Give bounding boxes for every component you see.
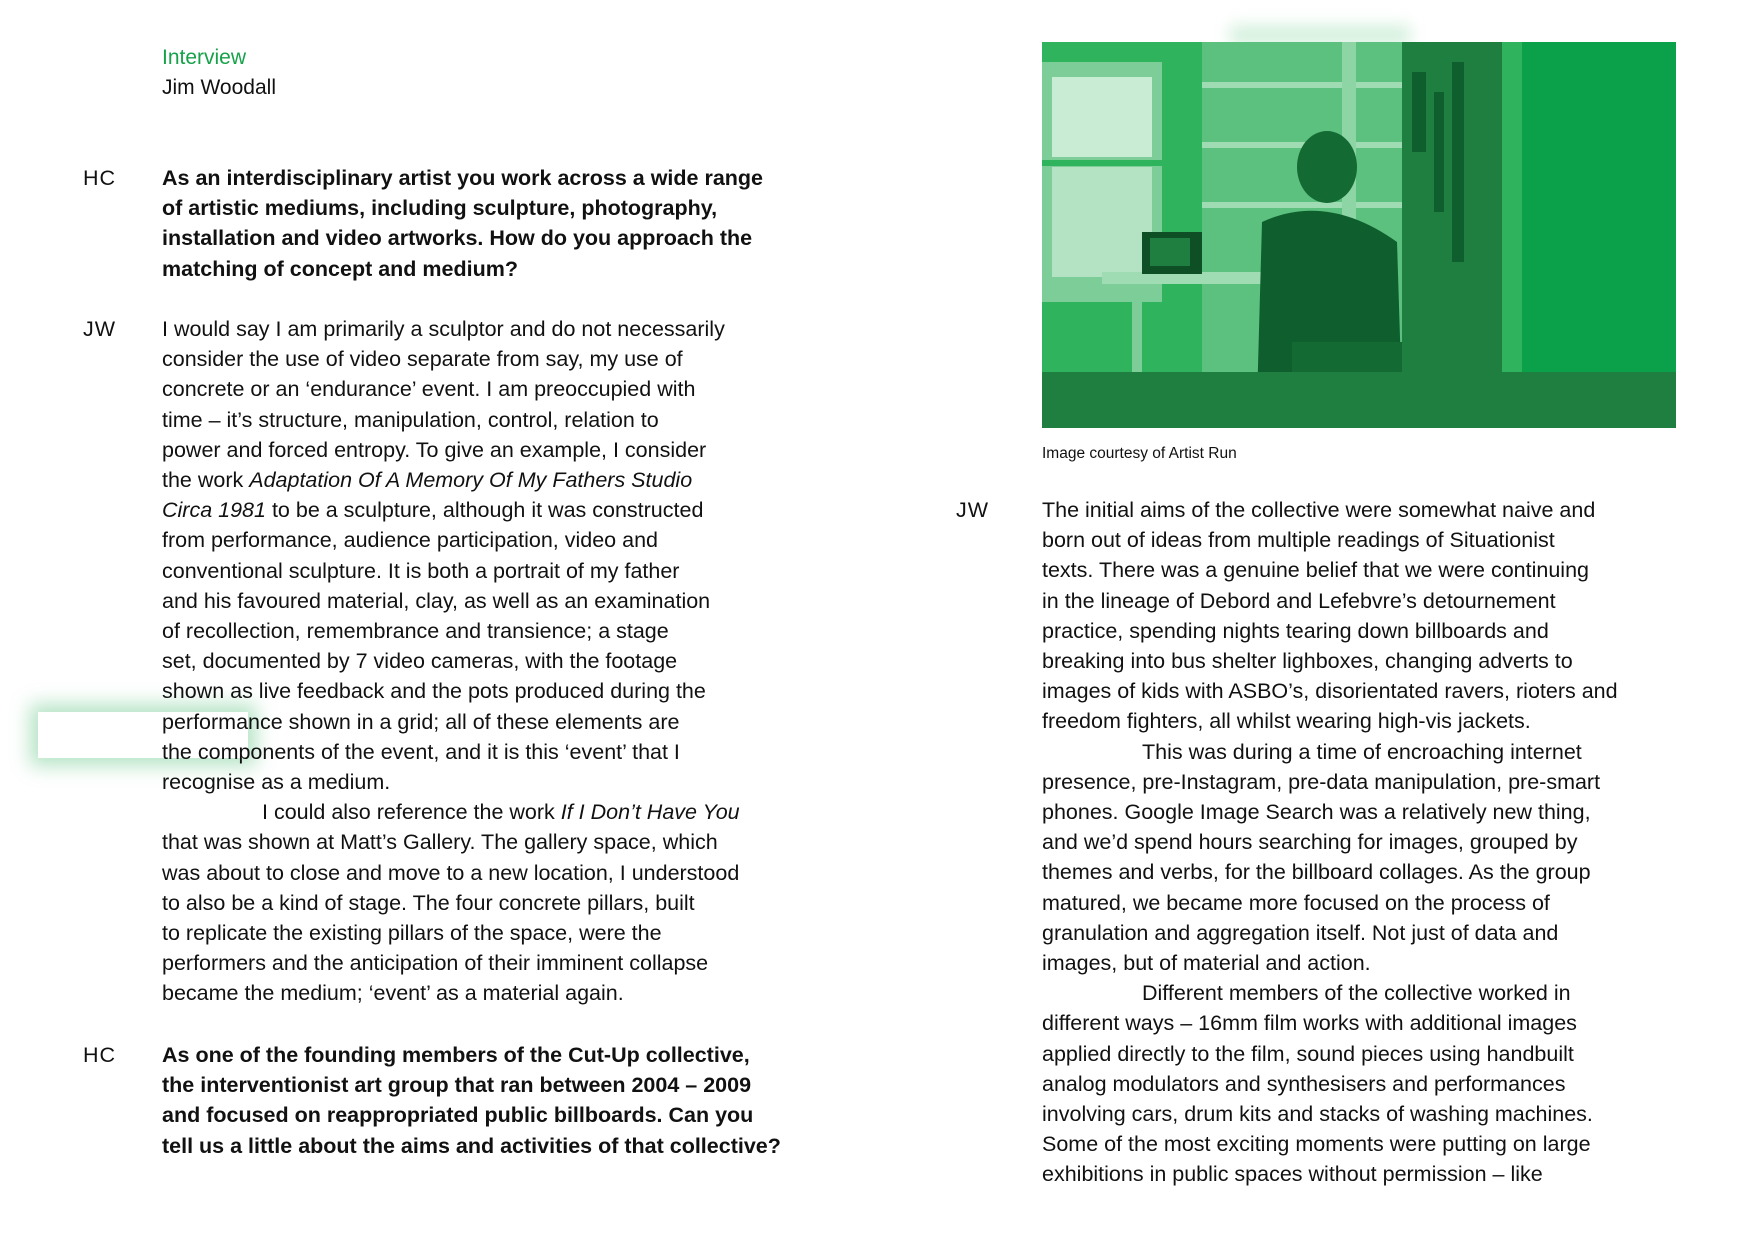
answer-line: images of kids with ASBO’s, disorientated ravers, rioters and [1042, 679, 1618, 704]
section-label: Interview [162, 46, 247, 69]
answer-line: granulation and aggregation itself. Not just of data and [1042, 920, 1559, 945]
answer-line: recognise as a medium. [162, 770, 391, 795]
answer-line [162, 797, 740, 827]
answer-line: concrete or an ‘endurance’ event. I am preoccupied with [162, 377, 696, 402]
answer-line [162, 495, 740, 525]
answer-line: time – it’s structure, manipulation, control, relation to [162, 407, 659, 432]
question-line: and focused on reappropriated public billboards. Can you [162, 1103, 754, 1128]
answer-line: performance shown in a grid; all of these elements are [162, 709, 680, 734]
answer-line: set, documented by 7 video cameras, with the footage [162, 649, 678, 674]
answer-line: exhibitions in public spaces without permission – like [1042, 1162, 1543, 1187]
answer-line: consider the use of video separate from say, my use of [162, 347, 683, 372]
question-1 [162, 163, 763, 284]
answer-line: and we’d spend hours searching for images, grouped by [1042, 830, 1578, 855]
question-line: matching of concept and medium? [162, 256, 518, 281]
image-caption: Image courtesy of Artist Run [1042, 445, 1237, 462]
answer-line: breaking into bus shelter lighboxes, changing adverts to [1042, 649, 1573, 674]
answer-line: different ways – 16mm film works with additional images [1042, 1011, 1577, 1036]
answer-line: Some of the most exciting moments were putting on large [1042, 1132, 1591, 1157]
answer-line: of recollection, remembrance and transience; a stage [162, 619, 669, 644]
answer-line: shown as live feedback and the pots produced during the [162, 679, 706, 704]
answer-line [162, 465, 740, 495]
page-header [162, 43, 276, 103]
answer-text: the work [162, 468, 250, 493]
studio-photo [1042, 42, 1676, 428]
answer-line: applied directly to the film, sound pieces using handbuilt [1042, 1041, 1574, 1066]
answer-line: presence, pre-Instagram, pre-data manipulation, pre-smart [1042, 769, 1601, 794]
artwork-title: If I Don’t Have You [560, 800, 740, 825]
answer-line: This was during a time of encroaching internet [1142, 739, 1582, 764]
answer-line: freedom fighters, all whilst wearing high-vis jackets. [1042, 709, 1531, 734]
answer-line: practice, spending nights tearing down billboards and [1042, 618, 1549, 643]
answer-line: images, but of material and action. [1042, 951, 1371, 976]
question-line: As an interdisciplinary artist you work across a wide range [162, 166, 764, 190]
answer-line: involving cars, drum kits and stacks of washing machines. [1042, 1102, 1593, 1127]
answer-line: power and forced entropy. To give an example, I consider [162, 437, 707, 462]
answer-line: born out of ideas from multiple readings of Situationist [1042, 528, 1555, 553]
answer-line: themes and verbs, for the billboard collages. As the group [1042, 860, 1591, 885]
answer-text: to be a sculpture, although it was constructed [265, 498, 704, 523]
answer-line: analog modulators and synthesisers and performances [1042, 1071, 1566, 1096]
answer-line: was about to close and move to a new location, I understood [162, 860, 740, 885]
answer-line: texts. There was a genuine belief that we were continuing [1042, 558, 1589, 583]
answer-line: in the lineage of Debord and Lefebvre’s detournement [1042, 588, 1556, 613]
answer-line: The initial aims of the collective were somewhat naive and [1042, 498, 1596, 522]
speaker-label: JW [83, 317, 117, 341]
speaker-label: HC [83, 1043, 117, 1067]
author-name: Jim Woodall [162, 76, 276, 99]
artwork-title: Circa 1981 [162, 498, 266, 523]
answer-text: I could also reference the work [262, 800, 561, 825]
question-line: As one of the founding members of the Cut-Up collective, [162, 1043, 750, 1067]
answer-line: the components of the event, and it is this ‘event’ that I [162, 739, 680, 764]
artwork-title: Adaptation Of A Memory Of My Fathers Studio [249, 468, 693, 493]
question-2 [162, 1040, 781, 1161]
answer-line: that was shown at Matt’s Gallery. The gallery space, which [162, 830, 718, 855]
speaker-label: HC [83, 166, 117, 190]
answer-line: became the medium; ‘event’ as a material again. [162, 981, 624, 1006]
answer-line: Different members of the collective worked in [1142, 981, 1571, 1006]
speaker-label: JW [956, 498, 990, 522]
answer-line: to also be a kind of stage. The four concrete pillars, built [162, 890, 695, 915]
answer-line: from performance, audience participation, video and [162, 528, 658, 553]
question-line: tell us a little about the aims and activities of that collective? [162, 1133, 781, 1158]
answer-line: matured, we became more focused on the process of [1042, 890, 1550, 915]
question-line: of artistic mediums, including sculpture, photography, [162, 196, 718, 221]
answer-line: performers and the anticipation of their imminent collapse [162, 951, 709, 976]
answer-line: conventional sculpture. It is both a portrait of my father [162, 558, 680, 583]
answer-1 [162, 314, 740, 1009]
answer-line: phones. Google Image Search was a relatively new thing, [1042, 800, 1591, 825]
answer-line: and his favoured material, clay, as well as an examination [162, 588, 711, 613]
question-line: the interventionist art group that ran between 2004 – 2009 [162, 1073, 752, 1098]
studio-photo-illustration [1042, 42, 1676, 428]
question-line: installation and video artworks. How do you approach the [162, 226, 753, 251]
answer-2 [1042, 495, 1618, 1190]
answer-line: to replicate the existing pillars of the space, were the [162, 921, 662, 946]
answer-line: I would say I am primarily a sculptor and do not necessarily [162, 317, 725, 341]
